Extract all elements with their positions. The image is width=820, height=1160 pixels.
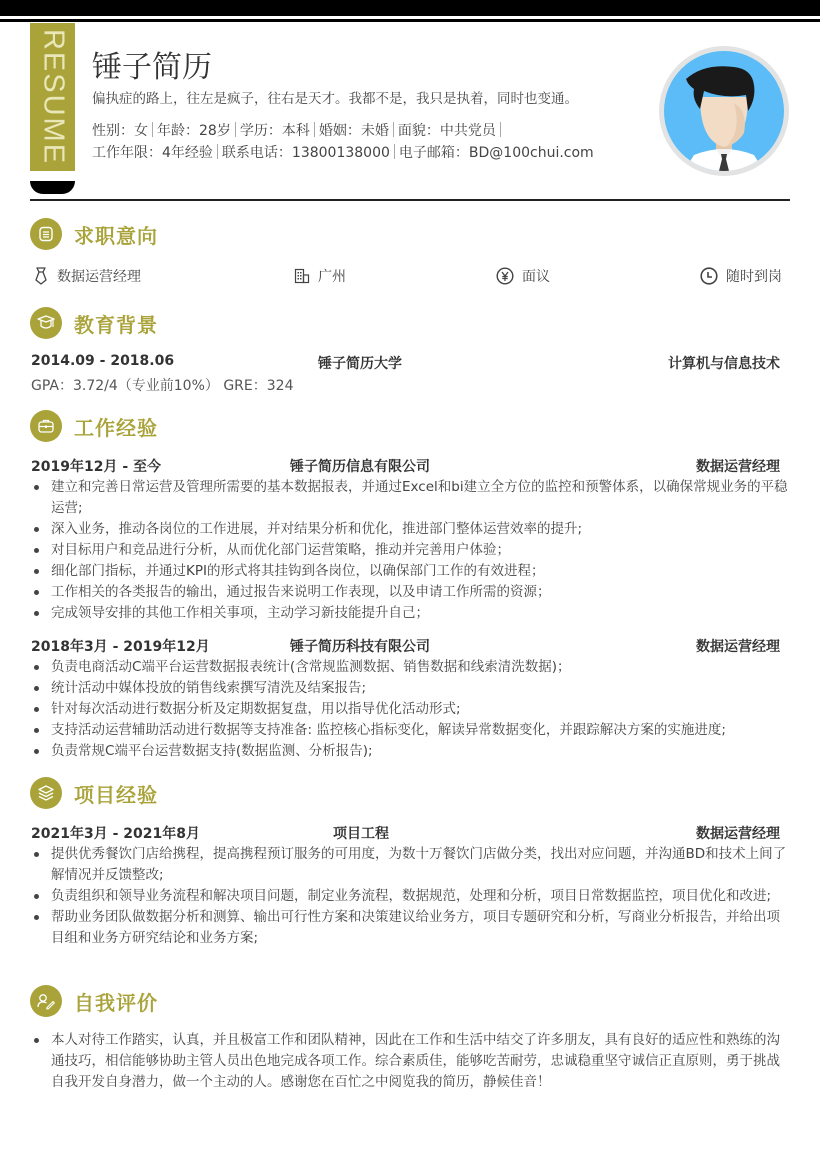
list-item: 对目标用户和竞品进行分析，从而优化部门运营策略，推动并完善用户体验； xyxy=(31,540,791,561)
project-role: 数据运营经理 xyxy=(696,826,780,842)
education-major: 计算机与信息技术 xyxy=(668,356,780,372)
intent-position-label: 数据运营经理 xyxy=(57,269,141,285)
list-item: 工作相关的各类报告的输出，通过报告来说明工作表现，以及申请工作所需的资源； xyxy=(31,582,791,603)
graduation-cap-icon xyxy=(30,307,62,339)
clock-icon xyxy=(700,267,718,285)
intent-city-label: 广州 xyxy=(318,269,346,285)
clipboard-icon xyxy=(30,218,62,250)
intent-availability xyxy=(700,266,782,286)
yen-icon xyxy=(496,267,514,285)
list-item: 负责常规C端平台运营数据支持(数据监测、分析报告); xyxy=(31,741,791,762)
section-title: 求职意向 xyxy=(74,223,158,248)
briefcase-icon xyxy=(30,410,62,442)
user-edit-icon xyxy=(30,985,62,1017)
project-period: 2021年3月 - 2021年8月 xyxy=(31,826,200,842)
avatar xyxy=(659,46,789,176)
job-period: 2018年3月 - 2019年12月 xyxy=(31,639,210,655)
education-school: 锤子简历大学 xyxy=(318,356,402,372)
info-work-years: 工作年限：4年经验 xyxy=(92,145,213,161)
list-item: 负责组织和领导业务流程和解决项目问题，制定业务流程，数据规范，处理和分析，项目日常数据监控，项目优化和改进; xyxy=(31,886,791,907)
education-detail: GPA：3.72/4（专业前10%） GRE：324 xyxy=(31,378,294,394)
section-header-project xyxy=(30,777,158,809)
job-row xyxy=(31,456,780,476)
job-role: 数据运营经理 xyxy=(696,459,780,475)
info-political: 面貌：中共党员 xyxy=(397,123,496,139)
job-duties-list xyxy=(31,477,791,624)
header-divider xyxy=(30,199,790,201)
info-email: 电子邮箱：BD@100chui.com xyxy=(398,145,594,161)
job-row xyxy=(31,636,780,656)
info-phone: 联系电话：13800138000 xyxy=(221,145,390,161)
job-period: 2019年12月 - 至今 xyxy=(31,459,162,475)
self-eval-list xyxy=(31,1030,791,1093)
layers-icon xyxy=(30,777,62,809)
section-title: 自我评价 xyxy=(74,990,158,1015)
divider xyxy=(393,122,394,137)
education-row xyxy=(31,353,780,373)
divider xyxy=(217,144,218,159)
basic-info-line-1 xyxy=(92,120,505,140)
section-title: 教育背景 xyxy=(74,312,158,337)
building-icon xyxy=(294,268,310,284)
intent-salary-label: 面议 xyxy=(522,269,550,285)
candidate-name: 锤子简历 xyxy=(92,50,212,85)
resume-tab-decoration xyxy=(30,181,75,194)
top-black-band xyxy=(0,0,820,16)
intent-salary xyxy=(496,266,550,286)
project-row xyxy=(31,823,780,843)
resume-tag-label: RESUME xyxy=(37,28,69,166)
top-black-line xyxy=(0,19,820,22)
male-avatar-icon xyxy=(664,51,784,171)
divider xyxy=(152,122,153,137)
basic-info-line-2 xyxy=(92,142,594,162)
intent-city xyxy=(294,266,346,286)
section-title: 项目经验 xyxy=(74,782,158,807)
motto: 偏执症的路上，往左是疯子，往右是天才。我都不是，我只是执着，同时也变通。 xyxy=(92,91,578,107)
resume-vertical-tag xyxy=(30,23,75,171)
divider xyxy=(235,122,236,137)
divider xyxy=(394,144,395,159)
section-header-work xyxy=(30,410,158,442)
divider xyxy=(314,122,315,137)
job-duties-list xyxy=(31,657,791,762)
section-header-self-eval xyxy=(30,985,158,1017)
job-company: 锤子简历信息有限公司 xyxy=(290,459,430,475)
list-item: 深入业务，推动各岗位的工作进展，并对结果分析和优化，推进部门整体运营效率的提升; xyxy=(31,519,791,540)
tie-icon xyxy=(33,267,49,285)
info-age: 年龄：28岁 xyxy=(157,123,231,139)
info-marital: 婚姻：未婚 xyxy=(318,123,389,139)
intent-position xyxy=(33,266,141,286)
divider xyxy=(500,122,501,137)
info-education: 学历：本科 xyxy=(239,123,310,139)
section-header-education xyxy=(30,307,158,339)
info-gender: 性别：女 xyxy=(92,123,148,139)
education-period: 2014.09 - 2018.06 xyxy=(31,353,175,369)
list-item: 负责电商活动C端平台运营数据报表统计(含常规监测数据、销售数据和线索清洗数据)； xyxy=(31,657,791,678)
list-item: 细化部门指标，并通过KPI的形式将其挂钩到各岗位，以确保部门工作的有效进程； xyxy=(31,561,791,582)
list-item: 支持活动运营辅助活动进行数据等支持准备: 监控核心指标变化，解读异常数据变化，并跟踪解决方案的实施进度; xyxy=(31,720,791,741)
list-item: 本人对待工作踏实，认真，并且极富工作和团队精神，因此在工作和生活中结交了许多朋友，具有良好的适应性和熟练的沟通技巧，相信能够协助主管人员出色地完成各项工作。综合素质佳，能够吃苦耐劳，忠诚稳重坚守诚信正直原则，勇于挑战自我开发自身潜力，做一个主动的人。感谢您在百忙之中阅览我的简历，静候佳音！ xyxy=(31,1030,791,1093)
list-item: 建立和完善日常运营及管理所需要的基本数据报表，并通过Excel和bi建立全方位的监控和预警体系，以确保常规业务的平稳运营; xyxy=(31,477,791,519)
list-item: 统计活动中媒体投放的销售线索撰写清洗及结案报告; xyxy=(31,678,791,699)
list-item: 完成领导安排的其他工作相关事项，主动学习新技能提升自己； xyxy=(31,603,791,624)
list-item: 针对每次活动进行数据分析及定期数据复盘，用以指导优化活动形式; xyxy=(31,699,791,720)
list-item: 提供优秀餐饮门店给携程，提高携程预订服务的可用度，为数十万餐饮门店做分类，找出对应问题，并沟通BD和技术上间了解情况并反馈整改; xyxy=(31,844,791,886)
project-name: 项目工程 xyxy=(333,826,389,842)
list-item: 帮助业务团队做数据分析和测算、输出可行性方案和决策建议给业务方，项目专题研究和分析，写商业分析报告，并给出项目组和业务方研究结论和业务方案; xyxy=(31,907,791,949)
section-header-intent xyxy=(30,218,158,250)
job-company: 锤子简历科技有限公司 xyxy=(290,639,430,655)
job-role: 数据运营经理 xyxy=(696,639,780,655)
section-title: 工作经验 xyxy=(74,415,158,440)
intent-availability-label: 随时到岗 xyxy=(726,269,782,285)
project-duties-list xyxy=(31,844,791,949)
